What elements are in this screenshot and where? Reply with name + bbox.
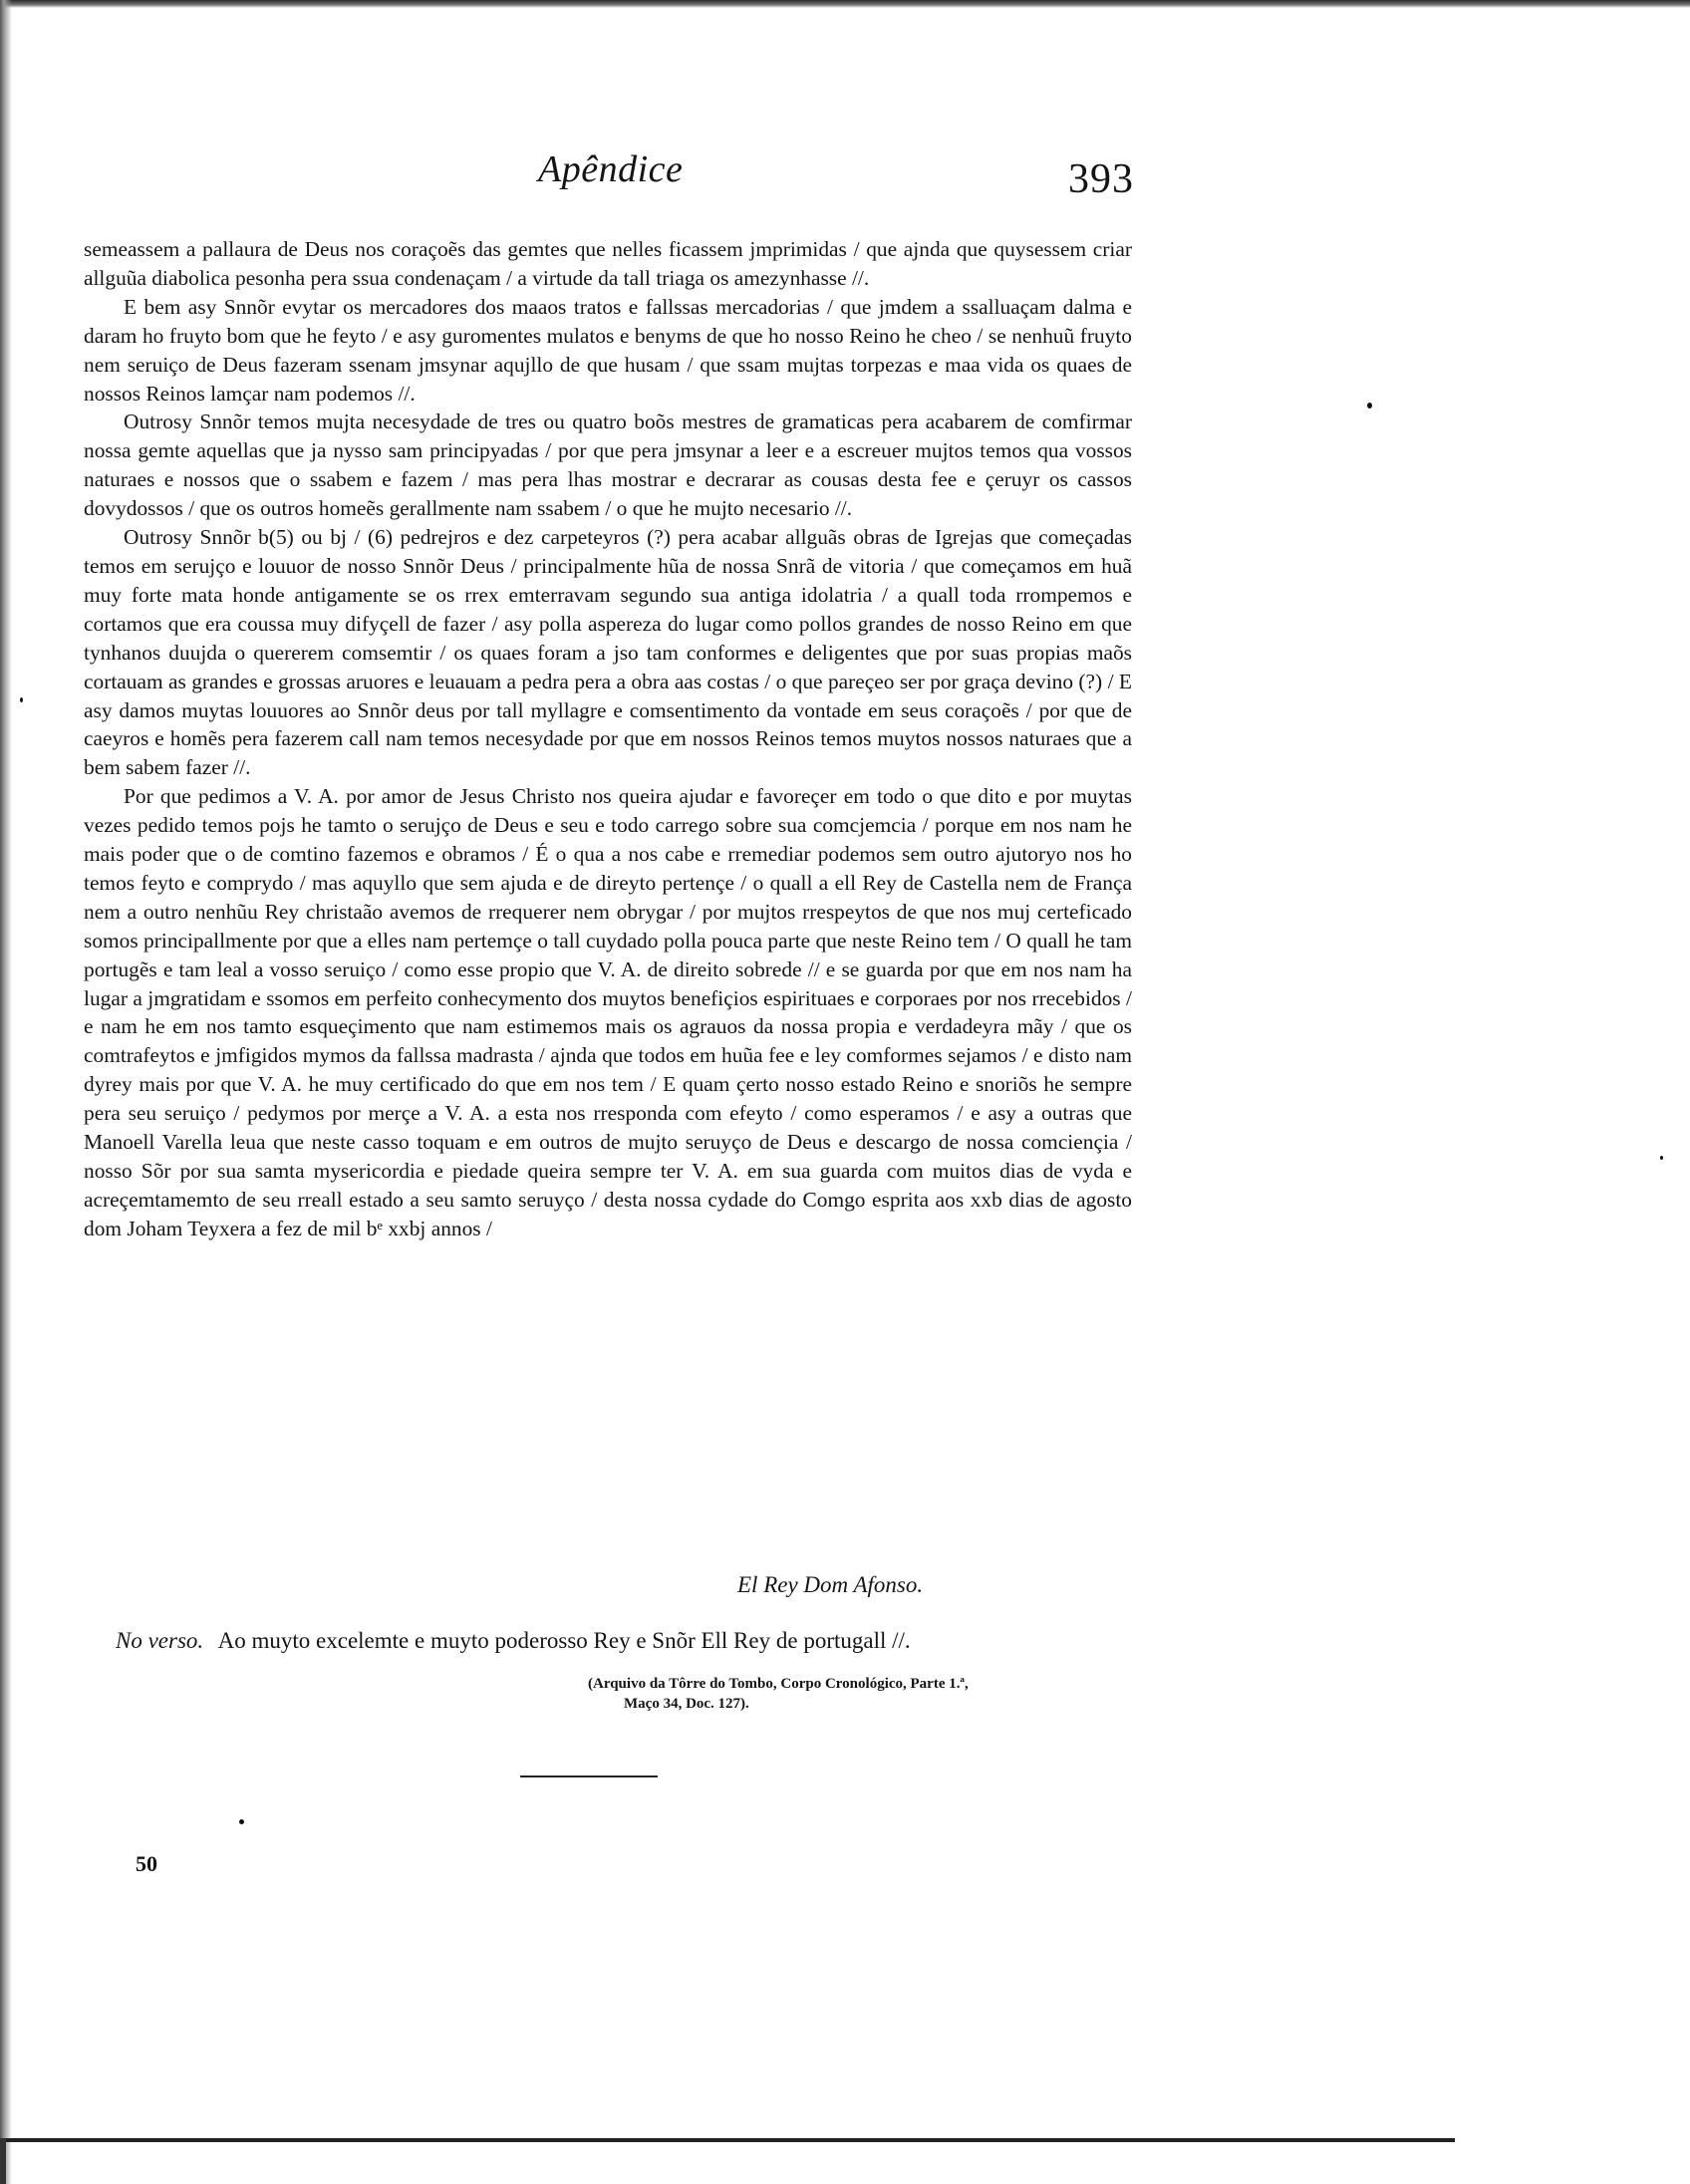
paragraph: Outrosy Snnõr b(5) ou bj / (6) pedrejros e dez carpeteyros (?) pera acabar allguãs obras de Igrejas que começadas temos em serujço e louuor de nosso Snnõr Deus / principalmente hũa de nossa Snrã de vitoria / que começamos em huã muy forte mata honde antigamente se os rrex emterravam segundo sua antiga idolatria / a quall toda rrompemos e cortamos que era coussa muy difyçell de fazer / asy polla aspereza do lugar como pollos grandes de nosso Reino em que tynhanos duujda o quererem comsemtir / os quaes foram a jso tam conformes e deligentes que por suas propias maõs cortauam as grandes e grossas aruores e leuauam a pedra pera a obra aas costas / o que pareçeo ser por graça devino (?) / E asy damos muytas louuores ao Snnõr deus por tall myllagre e comsentimento da vontade em seus coraçoẽs / por que de caeyros e homẽs pera fazerem call nam temos necesydade por que em nossos Reinos temos muytos nossos naturaes que a bem sabem fazer //. (84, 525, 1132, 780)
section-rule (520, 1775, 658, 1777)
source-line-2: Maço 34, Doc. 127). (624, 1696, 749, 1712)
verso-note (116, 1628, 911, 1654)
source-line-1: (Arquivo da Tôrre do Tombo, Corpo Cronológico, Parte 1.ª, (588, 1676, 969, 1692)
scan-speck (20, 697, 23, 702)
sheet-signature: 50 (136, 1851, 157, 1876)
source-citation (588, 1674, 1146, 1714)
paragraph: Outrosy Snnõr temos mujta necesydade de tres ou quatro boõs mestres de gramaticas pera acabarem de comfirmar nossa gemte aquellas que ja nysso sam principyadas / por que pera jmsynar a leer e a escreuer mujtos temos qua vossos naturaes e nossos que o ssabem e fazem / mas pera lhas mostrar e decrarar as cousas desta fee e çeruyr os cassos dovydossos / que os outros homeẽs gerallmente nam ssabem / o que he mujto necesario //. (84, 410, 1132, 521)
scan-edge-left (0, 0, 12, 2184)
paragraph: Por que pedimos a V. A. por amor de Jesus Christo nos queira ajudar e favoreçer em todo o que dito e por muytas vezes pedido temos pojs he tamto o serujço de Deus e seu e todo carrego sobre sua comcjemcia / porque em nos nam he mais poder que o de comtino fazemos e obramos / É o qua a nos cabe e rremediar podemos sem outro ajutoryo nos ho temos feyto e comprydo / mas aquyllo que sem ajuda e de direyto pertençe / o quall a ell Rey de Castella nem de França nem a outro nenhũu Rey christaão avemos de rrequerer nem obrygar / por mujtos rrespeytos de que nos muj certeficado somos principallmente por que a elles nam pertemçe o tall cuydado polla pouca parte que neste Reino tem / O quall he tam portugẽs e tam leal a vosso seruiço / como esse propio que V. A. de direito sobrede // e se guarda por que em nos nam ha lugar a jmgratidam e ssomos em perfeito conhecymento dos muytos benefiçios espirituaes e corporaes por nos rrecebidos / e nam he em nos tamto esqueçimento que nam estimemos mais os agrauos da nossa propia e verdadeyra mãy / que os comtrafeytos e jmfigidos mymos da fallssa madrasta / ajnda que todos em huũa fee e ley comformes sejamos / e disto nam dyrey mais por que V. A. he muy certificado do que em nos tem / E quam çerto nosso estado Reino e snoriõs he sempre pera seu seruiço / pedymos por merçe a V. A. a esta nos rresponda com efeyto / como esperamos / e asy a outras que Manoell Varella leua que neste casso toquam e em outros de mujto seruyço de Deus e descargo de nossa comciençia / nosso Sõr por sua samta mysericordia e piedade queira sempre ter V. A. em sua guarda com muitos dias de vyda e acreçemtamemto de seu rreall estado a seu samto seruyço / desta nossa cydade do Comgo esprita aos xxb dias de agosto dom Joham Teyxera a fez de mil bᵉ xxbj annos / (84, 784, 1132, 1240)
scan-edge-top (0, 0, 1690, 8)
scan-speck (1660, 1156, 1663, 1160)
scan-speck (1367, 403, 1372, 409)
signature: El Rey Dom Afonso. (737, 1572, 924, 1597)
verso-label: No verso. (116, 1628, 204, 1653)
paragraph: E bem asy Snnõr evytar os mercadores dos maaos tratos e fallssas mercadorias / que jmdem a ssalluaçam dalma e daram ho fruyto bom que he feyto / e asy guromentes mulatos e benyms de que ho nosso Reino he cheo / se nenhuũ fruyto nem seruiço de Deus fazeram ssenam jmsynar aqujllo de que husam / que ssam mujtas torpezas e maa vida os quaes de nossos Reinos lamçar nam podemos //. (84, 294, 1132, 406)
scan-edge-corner (0, 2138, 6, 2184)
paragraph: semeassem a pallaura de Deus nos coraçoẽs das gemtes que nelles ficassem jmprimidas / que ajnda que quysessem criar allguũa diabolica pesonha pera ssua condenaçam / a virtude da tall triaga os amezynhasse //. (84, 237, 1132, 290)
scan-speck (239, 1819, 244, 1824)
letter-body (84, 235, 1132, 1243)
verso-text: Ao muyto excelemte e muyto poderosso Rey e Snõr Ell Rey de portugall //. (217, 1628, 911, 1653)
page-number: 393 (1068, 156, 1134, 202)
scan-edge-bottom (0, 2138, 1455, 2142)
running-head: Apêndice (538, 148, 684, 190)
